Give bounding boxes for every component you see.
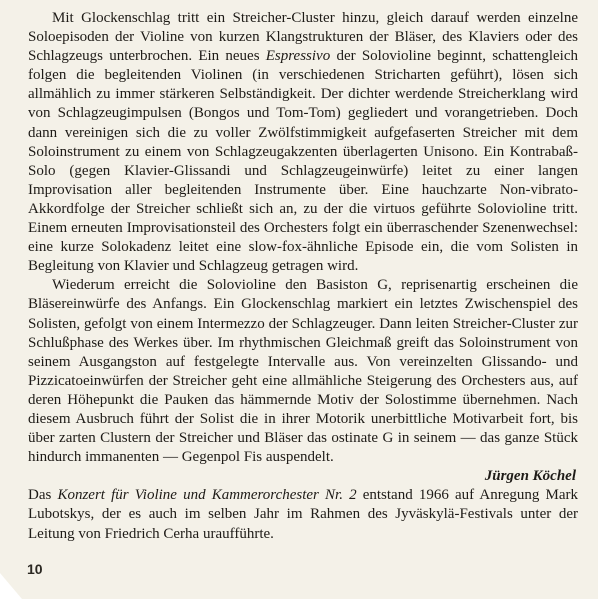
paragraph-1-italic: Espressivo — [265, 48, 331, 65]
body-text — [28, 9, 578, 544]
paragraph-3-rest: entstand 1966 auf Anregung Mark Lubotskys, der es auch im selben Jahr im Rahmen des Jyväskylä-Festivals unter der Leitung von Friedrich Cerha uraufführte. — [28, 487, 579, 542]
paragraph-1-rest: der Solovioline beginnt, schattengleich folgen die begleitenden Violinen (in verschiedenen Stricharten geführt), lösen sich allmählich zu immer stärkeren Selbständigkeit. Der dichter werdende Streicherklang wird von Schlagzeugimpulsen (Bongos und Tom-Tom) gegliedert und vorangetrieben. Doch dann vereinigen sich die zu voller Zwölfstimmigkeit aufgefaserten Streicher mit dem Soloinstrument zu einem von Schlagzeugakzenten überlagerten Unisono. Ein Kontrabaß-Solo (gegen Klavier-Glissandi und Schlagzeugeinwürfe) leitet zu einer langen Improvisation aller begleitenden Instrumente über. Eine hauchzarte Non-vibrato-Akkordfolge der Streicher schließt sich an, zu der die virtuos geführte Solovioline tritt. Einem erneuten Improvisationsteil des Orchesters folgt ein überraschender Szenenwechsel: eine kurze Solokadenz leitet eine slow-fox-ähnliche Episode ein, die vom Solisten in Begleitung von Klavier und Schlagzeug getragen wird. — [28, 48, 578, 275]
author-signature: Jürgen Köchel — [484, 468, 576, 485]
paragraph-3 — [28, 486, 578, 543]
page-number: 10 — [27, 561, 43, 577]
paragraph-3-start: Das — [28, 487, 58, 504]
paragraph-1 — [28, 9, 578, 276]
paragraph-1-start: Mit Glockenschlag tritt ein Streicher-Cluster hinzu, gleich darauf werden einzelne Soloepisoden der Violine von kurzen Klangstrukturen der Bläser, des Klaviers oder des Schlagzeugs unterbrochen. Ein neues — [28, 10, 578, 65]
paragraph-2: Wiederum erreicht die Solovioline den Basiston G, reprisenartig erscheinen die Bläsereinwürfe des Anfangs. Ein Glockenschlag markiert ein letztes Zwischenspiel des Solisten, gefolgt von einem Intermezzo der Schlagzeuger. Dann leiten Streicher-Cluster zur Schlußphase des Werkes über. Im rhythmischen Gleichmaß greift das Soloinstrument von seinem Ausgangston auf festgelegte Intervalle aus. Von vereinzelten Glissando- und Pizzicatoeinwürfen der Streicher geht eine allmähliche Steigerung des Orchesters aus, auf deren Höhepunkt die Pauken das hämmernde Motiv der Solostimme übernehmen. Nach diesem Ausbruch führt der Solist die in ihrer Motorik unerbittliche Motivarbeit fort, bis über zarten Clustern der Streicher und Bläser das ostinate G in seinem — das ganze Stück hindurch immanenten — Gegenpol Fis auspendelt. — [28, 277, 578, 466]
page-corner — [0, 573, 22, 599]
paragraph-3-italic: Konzert für Violine und Kammerorchester Nr. 2 — [57, 487, 357, 504]
